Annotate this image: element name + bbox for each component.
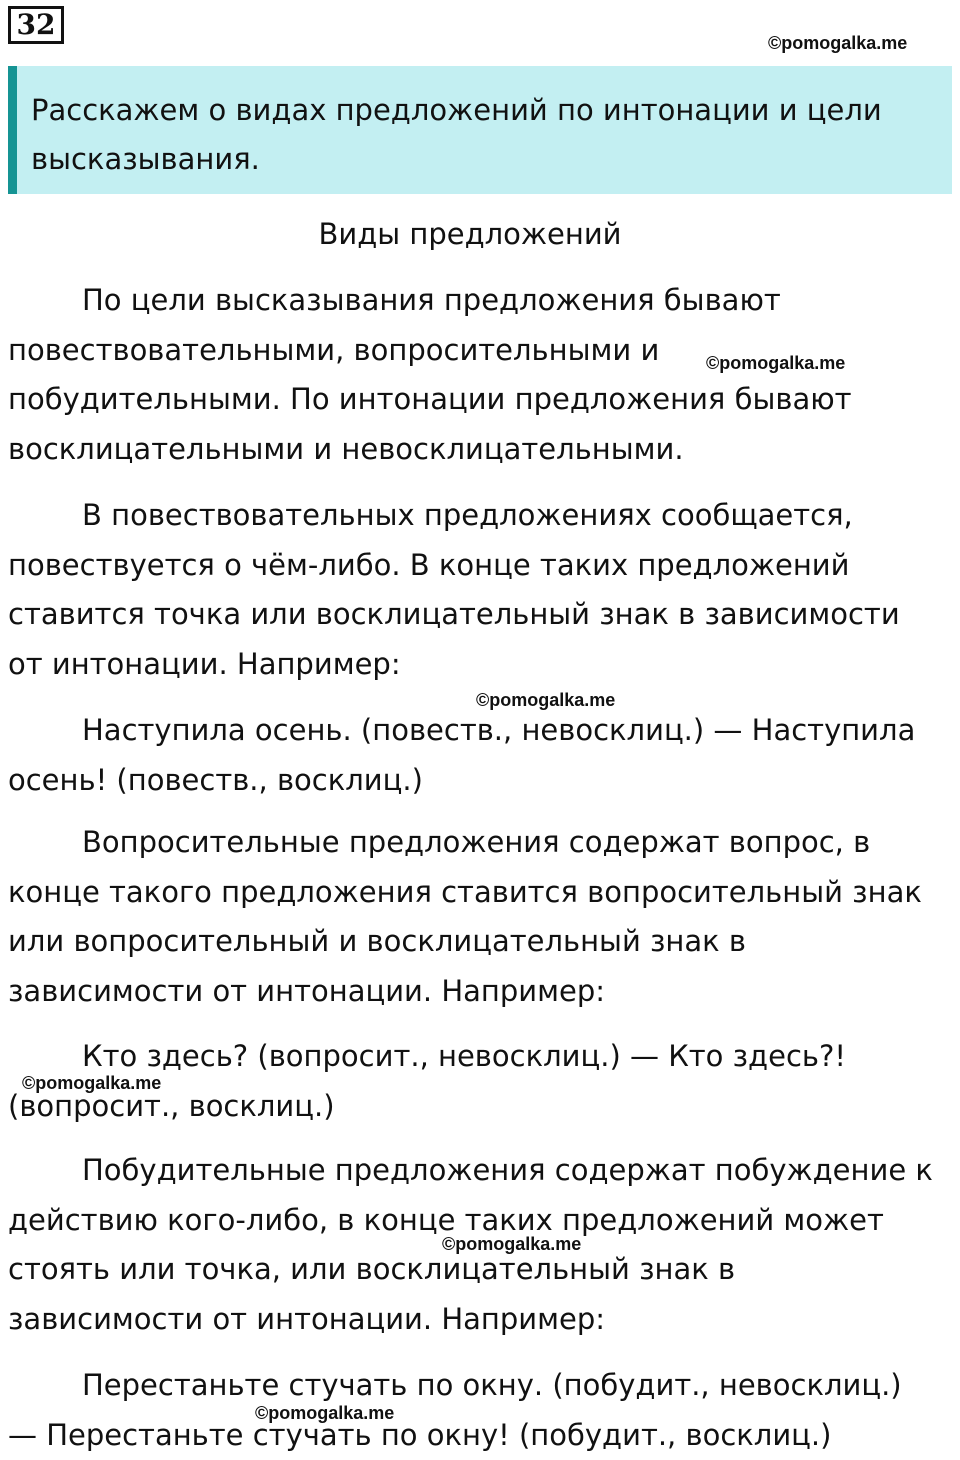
watermark: ©pomogalka.me bbox=[476, 690, 616, 710]
watermark: ©pomogalka.me bbox=[442, 1234, 582, 1254]
watermark: ©pomogalka.me bbox=[255, 1403, 395, 1423]
paragraph-declarative: В повествовательных предложениях сообщается, повествуется о чём-либо. В конце таких предложений ставится точка или восклицательный знак в зависимости от интонации. Например: bbox=[8, 498, 900, 681]
paragraph-example-imperative: Перестаньте стучать по окну. (побудит., невосклиц.) — Перестаньте стучать по окну! (побудит., восклиц.) bbox=[8, 1368, 902, 1452]
intro-text: Расскажем о видах предложений по интонации и цели высказывания. bbox=[31, 93, 882, 176]
paragraph-imperative: Побудительные предложения содержат побуждение к действию кого-либо, в конце таких предложений может стоять или точка, или восклицательный знак в зависимости от интонации. Например: bbox=[8, 1153, 933, 1336]
task-number-badge: 32 bbox=[8, 6, 64, 44]
section-title: Виды предложений bbox=[318, 217, 622, 251]
watermark: ©pomogalka.me bbox=[22, 1073, 162, 1093]
paragraph-purpose-intonation: По цели высказывания предложения бывают повествовательными, вопросительными и побудительными. По интонации предложения бывают восклицательными и невосклицательными. bbox=[8, 283, 852, 466]
paragraph-example-declarative: Наступила осень. (повеств., невосклиц.) — Наступила осень! (повеств., восклиц.) bbox=[8, 713, 916, 797]
paragraph-interrogative: Вопросительные предложения содержат вопрос, в конце такого предложения ставится вопросительный знак или вопросительный и восклицательный знак в зависимости от интонации. Например: bbox=[8, 825, 922, 1008]
watermark: ©pomogalka.me bbox=[706, 353, 846, 373]
paragraph-example-interrogative: Кто здесь? (вопросит., невосклиц.) — Кто здесь?! (вопросит., восклиц.) bbox=[8, 1039, 846, 1123]
watermark-header: ©pomogalka.me bbox=[768, 33, 908, 53]
intro-callout bbox=[8, 66, 952, 194]
